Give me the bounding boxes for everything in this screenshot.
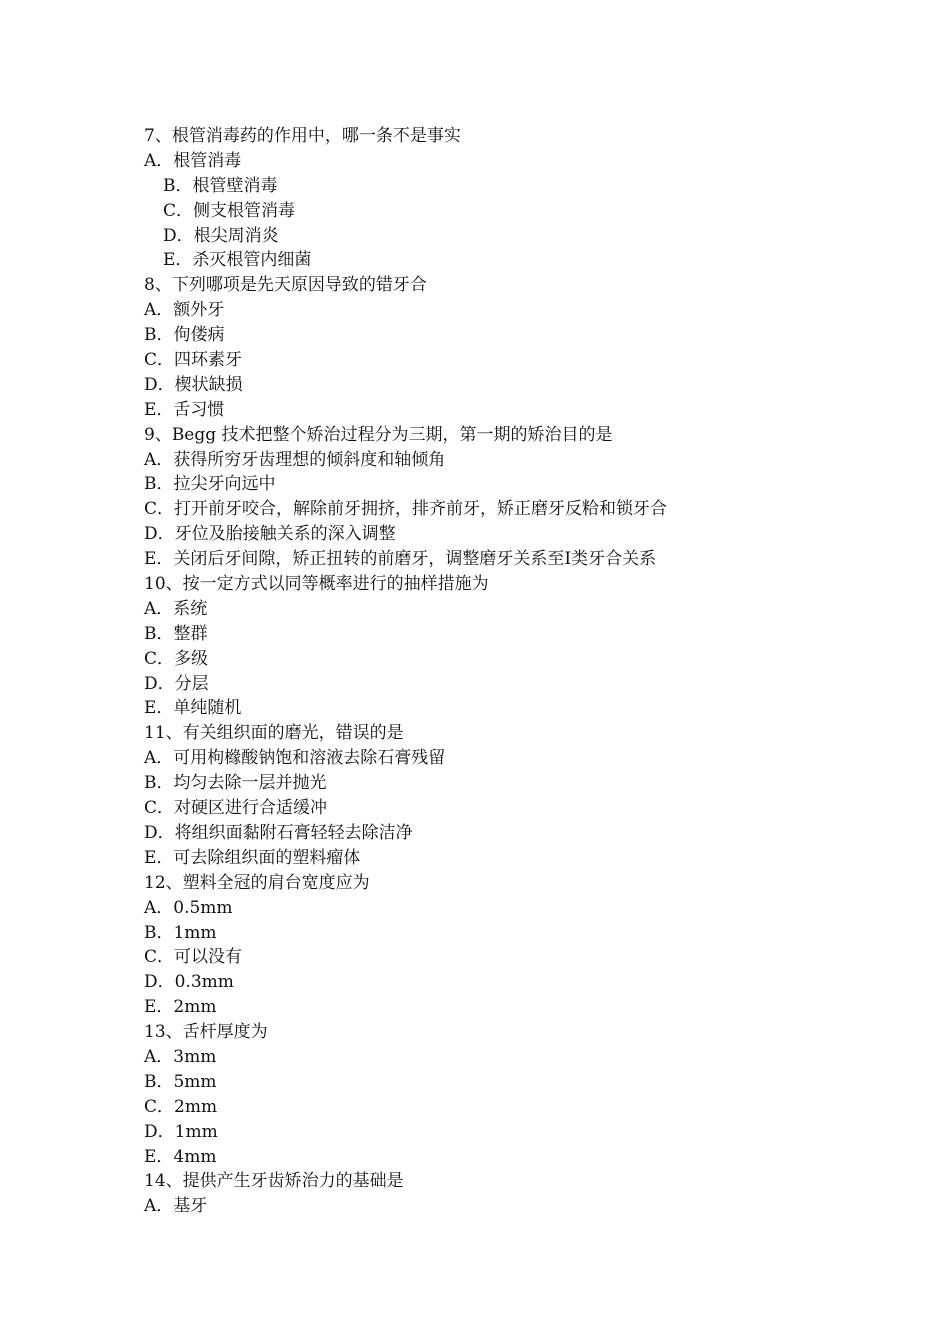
- option: B．1mm: [144, 922, 217, 943]
- option: D．1mm: [144, 1121, 218, 1142]
- option: A．系统: [144, 598, 208, 619]
- option: D．分层: [144, 673, 209, 694]
- option: D．楔状缺损: [144, 374, 243, 395]
- option: A．基牙: [144, 1196, 208, 1217]
- option: A．额外牙: [144, 300, 225, 321]
- option: C．2mm: [144, 1096, 218, 1117]
- question-stem: 13、舌杆厚度为: [144, 1022, 268, 1043]
- question-stem: 14、提供产生牙齿矫治力的基础是: [144, 1171, 404, 1192]
- question-stem: 11、有关组织面的磨光，错误的是: [144, 723, 404, 744]
- option: C．四环素牙: [144, 350, 243, 371]
- question-stem: 8、下列哪项是先天原因导致的错牙合: [144, 275, 427, 296]
- option: B．根管壁消毒: [163, 175, 278, 196]
- option: A．可用枸橼酸钠饱和溶液去除石膏残留: [144, 748, 446, 769]
- option: B．整群: [144, 623, 208, 644]
- option: D．0.3mm: [144, 972, 234, 993]
- option: B．均匀去除一层并抛光: [144, 773, 327, 794]
- option: E．杀灭根管内细菌: [163, 250, 312, 271]
- option: D．将组织面黏附石膏轻轻去除洁净: [144, 822, 413, 843]
- option: E．舌习惯: [144, 399, 225, 420]
- option: C．多级: [144, 648, 209, 669]
- option: B．拉尖牙向远中: [144, 474, 276, 495]
- option: A．获得所穷牙齿理想的倾斜度和轴倾角: [144, 449, 446, 470]
- option: A．0.5mm: [144, 897, 233, 918]
- question-stem: 12、塑料全冠的肩台宽度应为: [144, 872, 370, 893]
- option: E．4mm: [144, 1146, 217, 1167]
- option: D．根尖周消炎: [163, 225, 279, 246]
- option: E．可去除组织面的塑料瘤体: [144, 847, 361, 868]
- option: B．佝偻病: [144, 325, 225, 346]
- question-stem: 7、根管消毒药的作用中，哪一条不是事实: [144, 126, 461, 146]
- option: E．关闭后牙间隙，矫正扭转的前磨牙，调整磨牙关系至Ⅰ类牙合关系: [144, 549, 657, 570]
- option: B．5mm: [144, 1071, 217, 1092]
- question-list: [144, 124, 844, 1219]
- option: A．根管消毒: [144, 150, 242, 171]
- option: D．牙位及胎接触关系的深入调整: [144, 524, 396, 545]
- option: C．打开前牙咬合，解除前牙拥挤，排齐前牙，矫正磨牙反粭和锁牙合: [144, 499, 668, 520]
- question-stem: 10、按一定方式以同等概率进行的抽样措施为: [144, 574, 489, 595]
- option: A．3mm: [144, 1046, 217, 1067]
- option: E．单纯随机: [144, 698, 242, 719]
- option: C．对硬区进行合适缓冲: [144, 798, 328, 819]
- question-stem: 9、Begg 技术把整个矫治过程分为三期，第一期的矫治目的是: [144, 424, 613, 445]
- option: E．2mm: [144, 997, 217, 1018]
- option: C．侧支根管消毒: [163, 200, 296, 221]
- option: C．可以没有: [144, 947, 243, 968]
